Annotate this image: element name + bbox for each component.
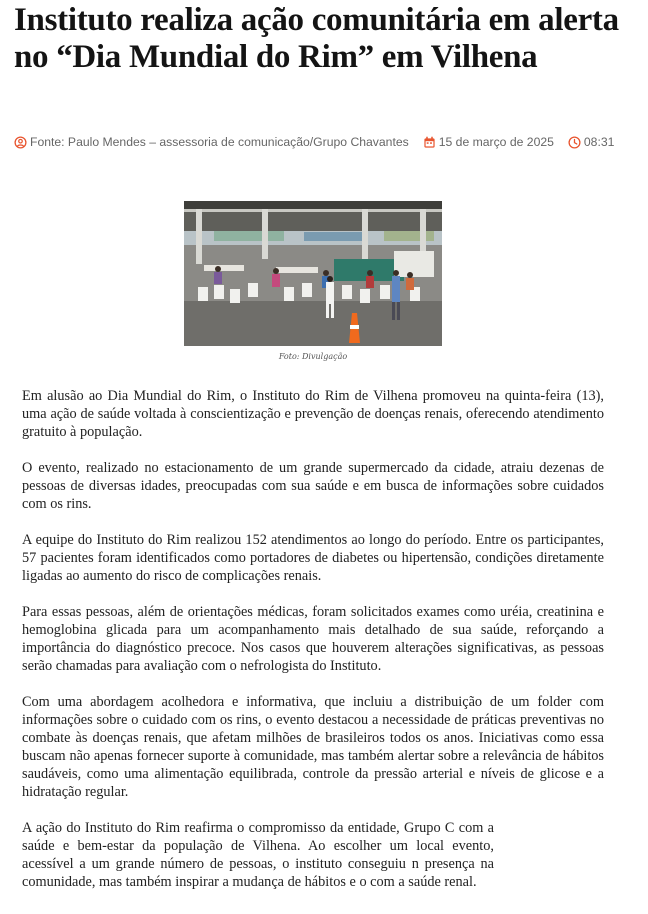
article-paragraph: Em alusão ao Dia Mundial do Rim, o Instituto do Rim de Vilhena promoveu na quinta-feira (13), uma ação de saúde voltada à conscientização e prevenção de doenças renais, oferecendo atendimento gratuito à população.: [22, 388, 604, 440]
article-paragraph: A ação do Instituto do Rim reafirma o compromisso da entidade, Grupo C com a saúde e bem-estar da população de Vilhena. Ao escolher um local evento, acessível a um grande número de pessoas, o instituto conseguiu n presença na comunidade, mas também inspirar a mudança de hábitos e o com a saúde renal.: [22, 820, 494, 890]
publish-time: [568, 135, 615, 149]
article-paragraph: A equipe do Instituto do Rim realizou 152 atendimentos ao longo do período. Entre os participantes, 57 pacientes foram identificados como portadores de diabetes ou hipertensão, condições diretamente ligadas ao aumento do risco de complicações renais.: [22, 532, 604, 584]
clock-icon: [568, 136, 581, 149]
article-meta: [14, 135, 634, 149]
date-text: 15 de março de 2025: [438, 135, 554, 149]
author-credit: [14, 135, 409, 149]
author-text: Fonte: Paulo Mendes – assessoria de comunicação/Grupo Chavantes: [30, 135, 409, 149]
article-title: Instituto realiza ação comunitária em alerta no “Dia Mundial do Rim” em Vilhena: [14, 2, 619, 75]
user-circle-icon: [14, 136, 27, 149]
time-text: 08:31: [583, 135, 615, 149]
article-paragraph: O evento, realizado no estacionamento de um grande supermercado da cidade, atraiu dezenas de pessoas de diversas idades, preocupadas com sua saúde e em busca de informações sobre cuidados com os rins.: [22, 460, 604, 512]
publish-date: [423, 135, 554, 149]
article-body: [22, 387, 604, 891]
article-paragraph: Para essas pessoas, além de orientações médicas, foram solicitados exames como uréia, creatinina e hemoglobina glicada para um acompanhamento mais detalhado de sua saúde, reforçando a importância do diagnóstico precoce. Nos casos que houverem alterações significativas, as pessoas serão chamadas para avaliação com o nefrologista do Instituto.: [22, 604, 604, 674]
calendar-icon: [423, 136, 436, 149]
article-paragraph: Com uma abordagem acolhedora e informativa, que incluiu a distribuição de um folder com informações sobre o cuidado com os rins, o evento destacou a necessidade de práticas preventivas no combate às doenças renais, que afetam milhões de brasileiros todos os anos. Iniciativas como essa buscam não apenas fornecer suporte à comunidade, mas também alertar sobre a relevância de hábitos saudáveis, como uma alimentação equilibrada, controle da pressão arterial e níveis de glicose e a hidratação regular.: [22, 694, 604, 800]
photo-caption: Foto: Divulgação: [278, 352, 348, 361]
article-photo: [184, 201, 442, 346]
